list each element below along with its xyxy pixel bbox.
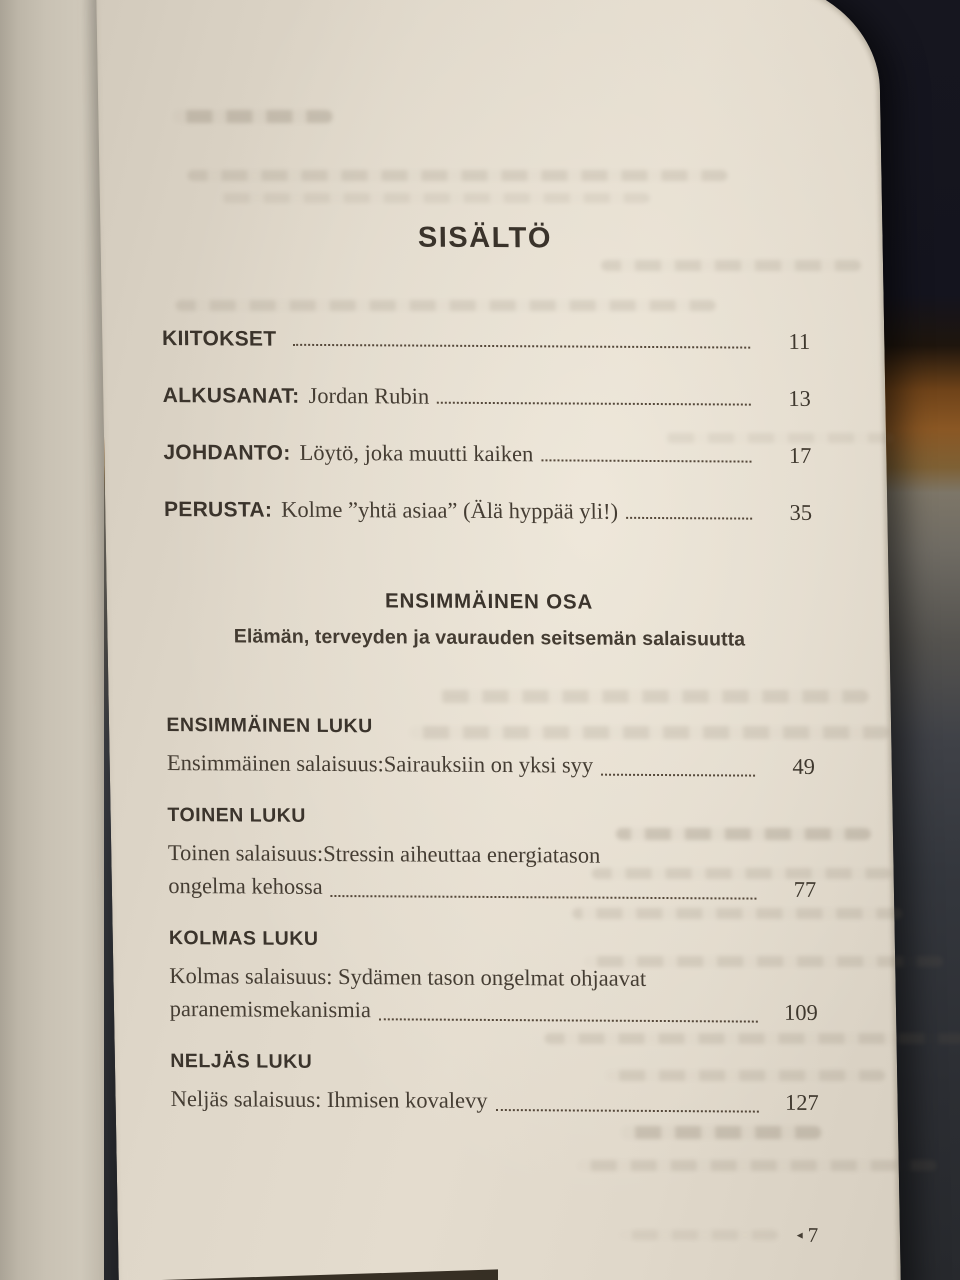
toc-entry-page: 35 bbox=[789, 499, 813, 525]
chapter-text: Toinen salaisuus:Stressin aiheuttaa energiatason bbox=[167, 840, 601, 868]
chapter-text: Ensimmäinen salaisuus:Sairauksiin on yksi syy bbox=[166, 750, 594, 778]
toc-entry bbox=[163, 382, 811, 412]
chapter-list bbox=[166, 714, 819, 1119]
part-title: ENSIMMÄINEN OSA bbox=[384, 589, 594, 614]
dot-leader bbox=[331, 895, 757, 900]
toc-entry-label: ALKUSANAT: bbox=[162, 384, 300, 408]
chapter-line bbox=[171, 1082, 819, 1119]
dot-leader bbox=[379, 1018, 758, 1022]
dot-leader bbox=[496, 1109, 759, 1113]
toc-entry bbox=[162, 325, 810, 355]
toc-entry-page: 17 bbox=[788, 442, 812, 468]
chapter-heading: NELJÄS LUKU bbox=[170, 1050, 313, 1073]
chapter-page: 49 bbox=[792, 753, 816, 779]
chapter-heading: KOLMAS LUKU bbox=[168, 927, 319, 950]
toc-entry bbox=[164, 496, 812, 526]
toc-entry-label: JOHDANTO: bbox=[163, 441, 291, 465]
page-number-footer bbox=[797, 1223, 819, 1248]
chapter-line bbox=[168, 869, 816, 906]
chapter-entry bbox=[166, 714, 815, 783]
dot-leader bbox=[437, 402, 751, 406]
part-subtitle: Elämän, terveyden ja vaurauden seitsemän salaisuutta bbox=[233, 625, 746, 651]
toc-entry-page: 11 bbox=[788, 328, 811, 354]
part-header bbox=[165, 588, 814, 652]
chapter-line bbox=[167, 746, 815, 783]
chapter-page: 109 bbox=[783, 999, 818, 1025]
chapter-line bbox=[169, 992, 817, 1029]
front-matter-list bbox=[162, 325, 812, 526]
chapter-entry bbox=[167, 804, 816, 906]
dot-leader bbox=[601, 774, 755, 777]
toc-entry-text: Jordan Rubin bbox=[308, 382, 430, 409]
page-number: 7 bbox=[807, 1222, 819, 1247]
chapter-entry bbox=[169, 927, 818, 1029]
chapter-entry bbox=[170, 1050, 819, 1119]
chapter-text: Kolmas salaisuus: Sydämen tason ongelmat ohjaavat bbox=[169, 963, 647, 991]
table-of-contents bbox=[158, 0, 821, 1280]
chapter-heading: ENSIMMÄINEN LUKU bbox=[166, 714, 373, 738]
toc-entry-page: 13 bbox=[788, 385, 811, 411]
dot-leader bbox=[293, 344, 750, 349]
book-page bbox=[96, 0, 901, 1280]
dot-leader bbox=[541, 459, 751, 462]
chapter-page: 77 bbox=[793, 876, 817, 902]
chapter-heading: TOINEN LUKU bbox=[167, 804, 307, 827]
dot-leader bbox=[626, 517, 752, 520]
page-title: SISÄLTÖ bbox=[417, 221, 553, 255]
toc-entry-label: KIITOKSET bbox=[161, 327, 277, 351]
toc-entry-text: Löytö, joka muutti kaiken bbox=[299, 439, 534, 467]
chapter-text: ongelma kehossa bbox=[168, 873, 323, 899]
chapter-text: Neljäs salaisuus: Ihmisen kovalevy bbox=[170, 1086, 488, 1113]
chapter-page: 127 bbox=[784, 1089, 819, 1115]
book-page-edges bbox=[0, 0, 104, 1280]
chapter-text: paranemismekanismia bbox=[169, 996, 372, 1023]
toc-entry-label: PERUSTA: bbox=[163, 498, 273, 522]
toc-entry bbox=[163, 439, 811, 469]
toc-entry-text: Kolme ”yhtä asiaa” (Älä hyppää yli!) bbox=[281, 496, 619, 524]
triangle-left-icon: ◂ bbox=[796, 1227, 803, 1242]
